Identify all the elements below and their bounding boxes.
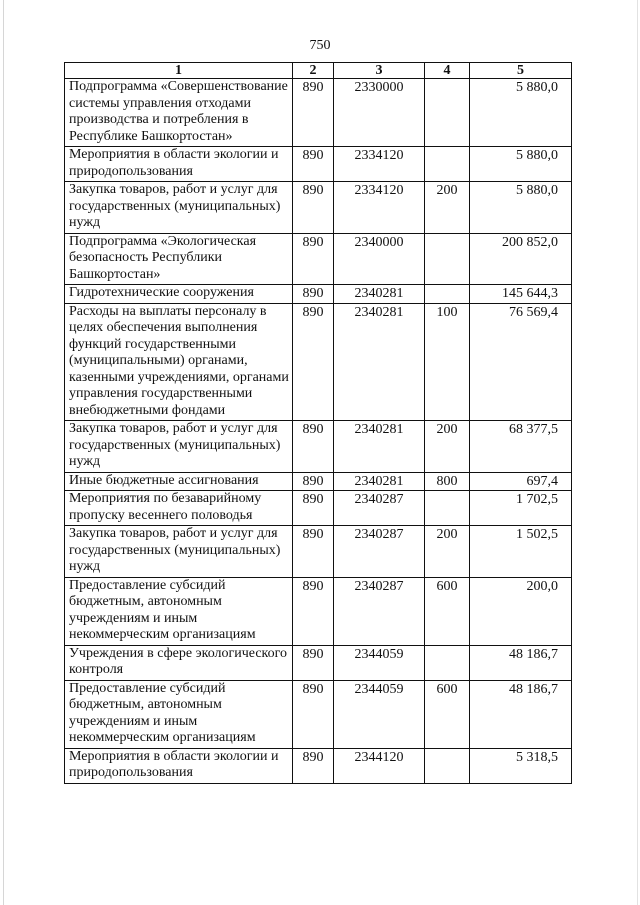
row-name: Учреждения в сфере экологического контроля <box>65 645 293 680</box>
table-body <box>65 79 572 784</box>
row-amount: 1 702,5 <box>470 491 572 526</box>
row-amount: 145 644,3 <box>470 285 572 304</box>
table-header-row <box>65 63 572 79</box>
row-amount: 76 569,4 <box>470 303 572 421</box>
row-code: 890 <box>293 421 334 473</box>
row-target: 2334120 <box>334 147 425 182</box>
row-name: Иные бюджетные ассигнования <box>65 472 293 491</box>
row-target: 2344059 <box>334 645 425 680</box>
row-type <box>425 748 470 783</box>
row-type: 800 <box>425 472 470 491</box>
row-amount: 5 880,0 <box>470 147 572 182</box>
row-type: 200 <box>425 421 470 473</box>
row-amount: 5 318,5 <box>470 748 572 783</box>
row-target: 2340287 <box>334 491 425 526</box>
row-name: Подпрограмма «Совершенствование системы управления отходами производства и потребления в Республике Башкортостан» <box>65 79 293 147</box>
row-amount: 68 377,5 <box>470 421 572 473</box>
header-col-5: 5 <box>470 63 572 79</box>
row-target: 2344120 <box>334 748 425 783</box>
row-type: 600 <box>425 577 470 645</box>
table-row <box>65 79 572 147</box>
row-name: Закупка товаров, работ и услуг для государственных (муниципальных) нужд <box>65 421 293 473</box>
row-type <box>425 147 470 182</box>
row-target: 2340000 <box>334 233 425 285</box>
row-amount: 48 186,7 <box>470 645 572 680</box>
table-row <box>65 680 572 748</box>
header-col-2: 2 <box>293 63 334 79</box>
row-amount: 48 186,7 <box>470 680 572 748</box>
row-target: 2334120 <box>334 182 425 234</box>
table-row <box>65 472 572 491</box>
row-code: 890 <box>293 303 334 421</box>
row-code: 890 <box>293 472 334 491</box>
row-name: Предоставление субсидий бюджетным, автономным учреждениям и иным некоммерческим организациям <box>65 680 293 748</box>
table-row <box>65 303 572 421</box>
table-row <box>65 421 572 473</box>
row-target: 2340287 <box>334 526 425 578</box>
row-target: 2340281 <box>334 472 425 491</box>
row-code: 890 <box>293 285 334 304</box>
header-col-3: 3 <box>334 63 425 79</box>
row-target: 2340281 <box>334 303 425 421</box>
table-row <box>65 645 572 680</box>
row-amount: 697,4 <box>470 472 572 491</box>
row-code: 890 <box>293 748 334 783</box>
row-type <box>425 285 470 304</box>
row-amount: 1 502,5 <box>470 526 572 578</box>
table-row <box>65 182 572 234</box>
header-col-4: 4 <box>425 63 470 79</box>
row-code: 890 <box>293 182 334 234</box>
row-name: Предоставление субсидий бюджетным, автономным учреждениям и иным некоммерческим организациям <box>65 577 293 645</box>
row-target: 2340281 <box>334 421 425 473</box>
row-code: 890 <box>293 645 334 680</box>
row-name: Закупка товаров, работ и услуг для государственных (муниципальных) нужд <box>65 182 293 234</box>
row-type <box>425 491 470 526</box>
row-type: 100 <box>425 303 470 421</box>
row-name: Мероприятия в области экологии и природопользования <box>65 748 293 783</box>
row-type <box>425 79 470 147</box>
row-code: 890 <box>293 491 334 526</box>
row-name: Закупка товаров, работ и услуг для государственных (муниципальных) нужд <box>65 526 293 578</box>
table-row <box>65 285 572 304</box>
row-type: 200 <box>425 526 470 578</box>
header-col-1: 1 <box>65 63 293 79</box>
row-name: Мероприятия по безаварийному пропуску весеннего половодья <box>65 491 293 526</box>
row-amount: 5 880,0 <box>470 182 572 234</box>
table-row <box>65 526 572 578</box>
budget-table <box>64 62 572 784</box>
row-amount: 200,0 <box>470 577 572 645</box>
scan-edge-right <box>637 0 638 905</box>
row-target: 2340281 <box>334 285 425 304</box>
row-code: 890 <box>293 577 334 645</box>
row-code: 890 <box>293 147 334 182</box>
row-type: 600 <box>425 680 470 748</box>
row-amount: 5 880,0 <box>470 79 572 147</box>
table-row <box>65 577 572 645</box>
row-code: 890 <box>293 526 334 578</box>
row-type <box>425 233 470 285</box>
row-target: 2340287 <box>334 577 425 645</box>
row-type: 200 <box>425 182 470 234</box>
scan-edge-left <box>3 0 4 905</box>
row-amount: 200 852,0 <box>470 233 572 285</box>
row-name: Расходы на выплаты персоналу в целях обеспечения выполнения функций государственными (муниципальными) органами, казенными учреждениями, органами управления государственными внебюджетными фондами <box>65 303 293 421</box>
table-row <box>65 147 572 182</box>
row-code: 890 <box>293 79 334 147</box>
row-type <box>425 645 470 680</box>
row-code: 890 <box>293 233 334 285</box>
row-name: Мероприятия в области экологии и природопользования <box>65 147 293 182</box>
row-name: Гидротехнические сооружения <box>65 285 293 304</box>
row-name: Подпрограмма «Экологическая безопасность Республики Башкортостан» <box>65 233 293 285</box>
table-row <box>65 491 572 526</box>
table-row <box>65 233 572 285</box>
row-target: 2330000 <box>334 79 425 147</box>
table-row <box>65 748 572 783</box>
row-code: 890 <box>293 680 334 748</box>
row-target: 2344059 <box>334 680 425 748</box>
page-number: 750 <box>309 38 331 53</box>
